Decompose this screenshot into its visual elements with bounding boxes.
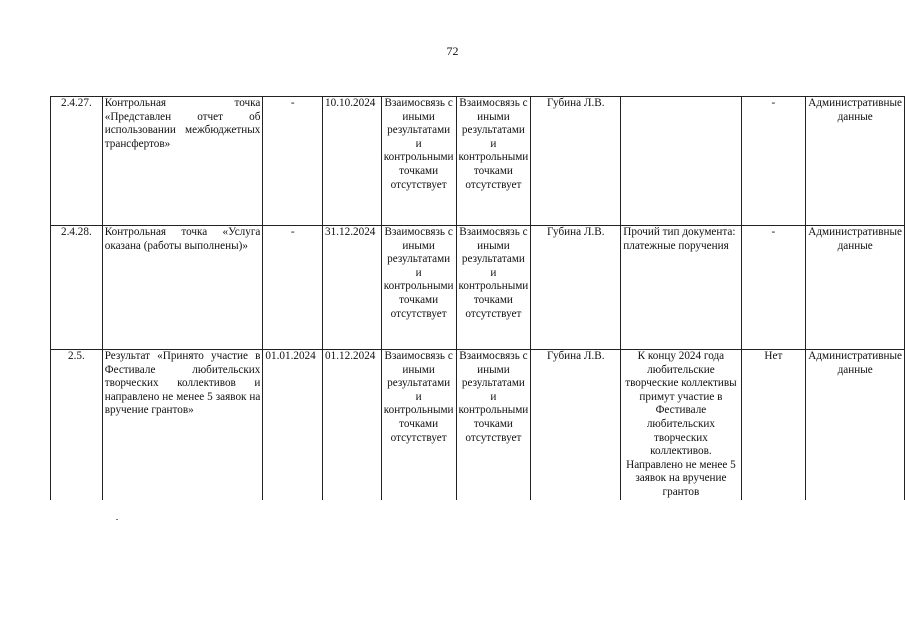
start-date: 01.01.2024	[263, 350, 323, 500]
predecessors-cell: Взаимосвязь с иными результатами и контрольными точками отсутствует	[381, 350, 456, 500]
start-date: -	[263, 97, 323, 226]
source-cell: Административные данные	[806, 226, 905, 350]
successors-cell: Взаимосвязь с иными результатами и контрольными точками отсутствует	[456, 97, 531, 226]
info-system-cell: -	[741, 226, 806, 350]
predecessors-cell: Взаимосвязь с иными результатами и контрольными точками отсутствует	[381, 226, 456, 350]
predecessors-cell: Взаимосвязь с иными результатами и контрольными точками отсутствует	[381, 97, 456, 226]
row-name: Контрольная точка «Услуга оказана (работы выполнены)»	[102, 226, 263, 350]
row-number: 2.4.27.	[51, 97, 103, 226]
row-number: 2.5.	[51, 350, 103, 500]
responsible-cell: Губина Л.В.	[531, 97, 621, 226]
successors-cell: Взаимосвязь с иными результатами и контрольными точками отсутствует	[456, 226, 531, 350]
row-name: Контрольная точка «Представлен отчет об использовании межбюджетных трансфертов»	[102, 97, 263, 226]
successors-cell: Взаимосвязь с иными результатами и контрольными точками отсутствует	[456, 350, 531, 500]
document-cell: К концу 2024 года любительские творческие коллективы примут участие в Фестивале любительских творческих коллективов. Направлено не менее 5 заявок на вручение грантов	[621, 350, 741, 500]
page-number: 72	[446, 44, 459, 58]
row-number: 2.4.28.	[51, 226, 103, 350]
plan-table	[50, 96, 905, 500]
end-date: 31.12.2024	[323, 226, 382, 350]
table-row	[51, 97, 905, 226]
scan-speck	[116, 519, 118, 520]
start-date: -	[263, 226, 323, 350]
table-row	[51, 226, 905, 350]
source-cell: Административные данные	[806, 350, 905, 500]
document-cell: Прочий тип документа: платежные поручения	[621, 226, 741, 350]
source-cell: Административные данные	[806, 97, 905, 226]
responsible-cell: Губина Л.В.	[531, 350, 621, 500]
document-cell	[621, 97, 741, 226]
end-date: 01.12.2024	[323, 350, 382, 500]
info-system-cell: Нет	[741, 350, 806, 500]
row-name: Результат «Принято участие в Фестивале любительских творческих коллективов и направлено не менее 5 заявок на вручение грантов»	[102, 350, 263, 500]
table-row	[51, 350, 905, 500]
info-system-cell: -	[741, 97, 806, 226]
responsible-cell: Губина Л.В.	[531, 226, 621, 350]
end-date: 10.10.2024	[323, 97, 382, 226]
